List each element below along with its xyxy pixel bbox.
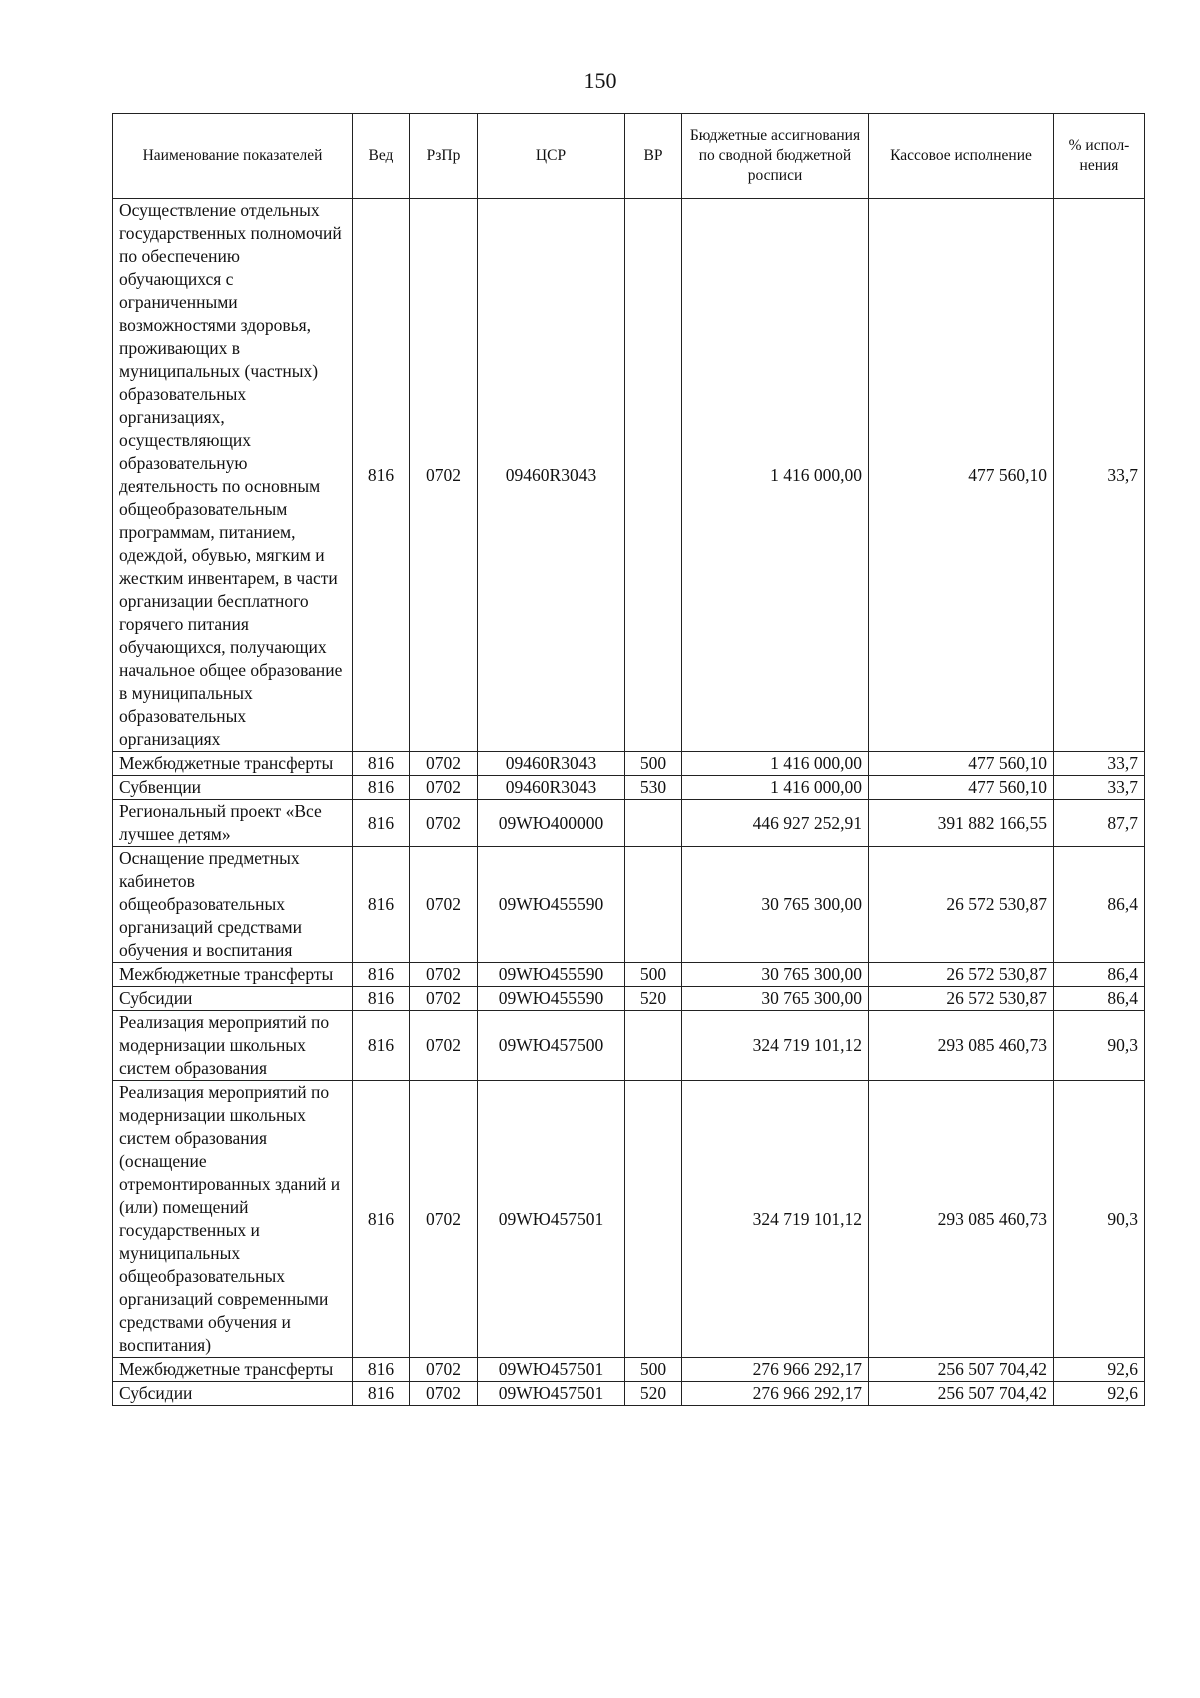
cell-cash: 256 507 704,42 (869, 1358, 1054, 1382)
cell-ved: 816 (353, 776, 410, 800)
cell-ved: 816 (353, 1358, 410, 1382)
cell-ved: 816 (353, 1382, 410, 1406)
header-execution-percent: % испол-нения (1054, 114, 1145, 199)
cell-rzpr: 0702 (410, 776, 478, 800)
cell-rzpr: 0702 (410, 963, 478, 987)
header-vr: ВР (625, 114, 682, 199)
cell-allocations: 30 765 300,00 (682, 963, 869, 987)
cell-cash: 293 085 460,73 (869, 1011, 1054, 1081)
cell-csr: 09460R3043 (478, 776, 625, 800)
cell-ved: 816 (353, 199, 410, 752)
cell-csr: 09WЮ457501 (478, 1081, 625, 1358)
cell-name: Осуществление отдельных государственных полномочий по обеспечению обучающихся с ограниченными возможностями здоровья, проживающих в муниципальных (частных) образовательных организациях, осуществляющих образовательную деятельность по основным общеобразовательным программам, питанием, одеждой, обувью, мягким и жестким инвентарем, в части организации бесплатного горячего питания обучающихся, получающих начальное общее образование в муниципальных образовательных организациях (113, 199, 353, 752)
cell-name: Субсидии (113, 987, 353, 1011)
cell-allocations: 276 966 292,17 (682, 1382, 869, 1406)
cell-percent: 33,7 (1054, 752, 1145, 776)
cell-csr: 09WЮ457500 (478, 1011, 625, 1081)
cell-ved: 816 (353, 963, 410, 987)
cell-cash: 293 085 460,73 (869, 1081, 1054, 1358)
cell-csr: 09460R3043 (478, 199, 625, 752)
table-row (113, 987, 1145, 1011)
cell-name: Субвенции (113, 776, 353, 800)
cell-cash: 26 572 530,87 (869, 987, 1054, 1011)
cell-name: Оснащение предметных кабинетов общеобразовательных организаций средствами обучения и воспитания (113, 847, 353, 963)
cell-percent: 33,7 (1054, 776, 1145, 800)
cell-ved: 816 (353, 1081, 410, 1358)
cell-ved: 816 (353, 752, 410, 776)
cell-name: Межбюджетные трансферты (113, 752, 353, 776)
cell-ved: 816 (353, 847, 410, 963)
cell-csr: 09WЮ457501 (478, 1382, 625, 1406)
header-ved: Вед (353, 114, 410, 199)
page-number: 150 (583, 68, 617, 93)
cell-cash: 477 560,10 (869, 199, 1054, 752)
header-rzpr: РзПр (410, 114, 478, 199)
cell-vr: 500 (625, 963, 682, 987)
cell-vr: 520 (625, 1382, 682, 1406)
table-row (113, 800, 1145, 847)
cell-ved: 816 (353, 987, 410, 1011)
table-row (113, 1382, 1145, 1406)
cell-allocations: 1 416 000,00 (682, 752, 869, 776)
header-csr: ЦСР (478, 114, 625, 199)
cell-percent: 87,7 (1054, 800, 1145, 847)
cell-csr: 09460R3043 (478, 752, 625, 776)
cell-percent: 90,3 (1054, 1011, 1145, 1081)
cell-name: Реализация мероприятий по модернизации школьных систем образования (оснащение отремонтированных зданий и (или) помещений государственных и муниципальных общеобразовательных организаций современными средствами обучения и воспитания) (113, 1081, 353, 1358)
cell-vr (625, 1081, 682, 1358)
cell-name: Региональный проект «Все лучшее детям» (113, 800, 353, 847)
cell-allocations: 276 966 292,17 (682, 1358, 869, 1382)
cell-percent: 92,6 (1054, 1358, 1145, 1382)
cell-cash: 477 560,10 (869, 776, 1054, 800)
cell-allocations: 324 719 101,12 (682, 1011, 869, 1081)
cell-vr (625, 199, 682, 752)
table-header-row (113, 114, 1145, 199)
header-cash-execution: Кассовое исполнение (869, 114, 1054, 199)
header-budget-allocations: Бюджетные ассигнования по сводной бюджетной росписи (682, 114, 869, 199)
cell-cash: 26 572 530,87 (869, 963, 1054, 987)
cell-allocations: 30 765 300,00 (682, 987, 869, 1011)
cell-rzpr: 0702 (410, 1358, 478, 1382)
cell-ved: 816 (353, 800, 410, 847)
table-row (113, 1011, 1145, 1081)
cell-vr (625, 847, 682, 963)
cell-percent: 86,4 (1054, 847, 1145, 963)
cell-vr: 520 (625, 987, 682, 1011)
cell-rzpr: 0702 (410, 752, 478, 776)
cell-rzpr: 0702 (410, 800, 478, 847)
cell-rzpr: 0702 (410, 987, 478, 1011)
cell-percent: 90,3 (1054, 1081, 1145, 1358)
cell-rzpr: 0702 (410, 1382, 478, 1406)
cell-csr: 09WЮ457501 (478, 1358, 625, 1382)
table-row (113, 847, 1145, 963)
cell-cash: 26 572 530,87 (869, 847, 1054, 963)
cell-allocations: 446 927 252,91 (682, 800, 869, 847)
table-row (113, 963, 1145, 987)
cell-vr (625, 800, 682, 847)
cell-csr: 09WЮ455590 (478, 847, 625, 963)
cell-allocations: 1 416 000,00 (682, 776, 869, 800)
budget-execution-table (112, 113, 1145, 1406)
cell-name: Реализация мероприятий по модернизации школьных систем образования (113, 1011, 353, 1081)
cell-name: Межбюджетные трансферты (113, 963, 353, 987)
cell-percent: 86,4 (1054, 987, 1145, 1011)
cell-csr: 09WЮ455590 (478, 987, 625, 1011)
cell-csr: 09WЮ400000 (478, 800, 625, 847)
cell-allocations: 1 416 000,00 (682, 199, 869, 752)
cell-name: Межбюджетные трансферты (113, 1358, 353, 1382)
table-row (113, 199, 1145, 752)
table-row (113, 1081, 1145, 1358)
header-indicator-name: Наименование показателей (113, 114, 353, 199)
cell-allocations: 324 719 101,12 (682, 1081, 869, 1358)
cell-percent: 86,4 (1054, 963, 1145, 987)
cell-cash: 477 560,10 (869, 752, 1054, 776)
table-row (113, 776, 1145, 800)
cell-vr: 500 (625, 752, 682, 776)
cell-percent: 33,7 (1054, 199, 1145, 752)
cell-ved: 816 (353, 1011, 410, 1081)
cell-name: Субсидии (113, 1382, 353, 1406)
cell-allocations: 30 765 300,00 (682, 847, 869, 963)
cell-vr: 500 (625, 1358, 682, 1382)
cell-rzpr: 0702 (410, 847, 478, 963)
table-row (113, 752, 1145, 776)
cell-cash: 391 882 166,55 (869, 800, 1054, 847)
cell-cash: 256 507 704,42 (869, 1382, 1054, 1406)
cell-vr: 530 (625, 776, 682, 800)
cell-vr (625, 1011, 682, 1081)
cell-csr: 09WЮ455590 (478, 963, 625, 987)
cell-rzpr: 0702 (410, 1081, 478, 1358)
table-row (113, 1358, 1145, 1382)
cell-percent: 92,6 (1054, 1382, 1145, 1406)
cell-rzpr: 0702 (410, 1011, 478, 1081)
cell-rzpr: 0702 (410, 199, 478, 752)
